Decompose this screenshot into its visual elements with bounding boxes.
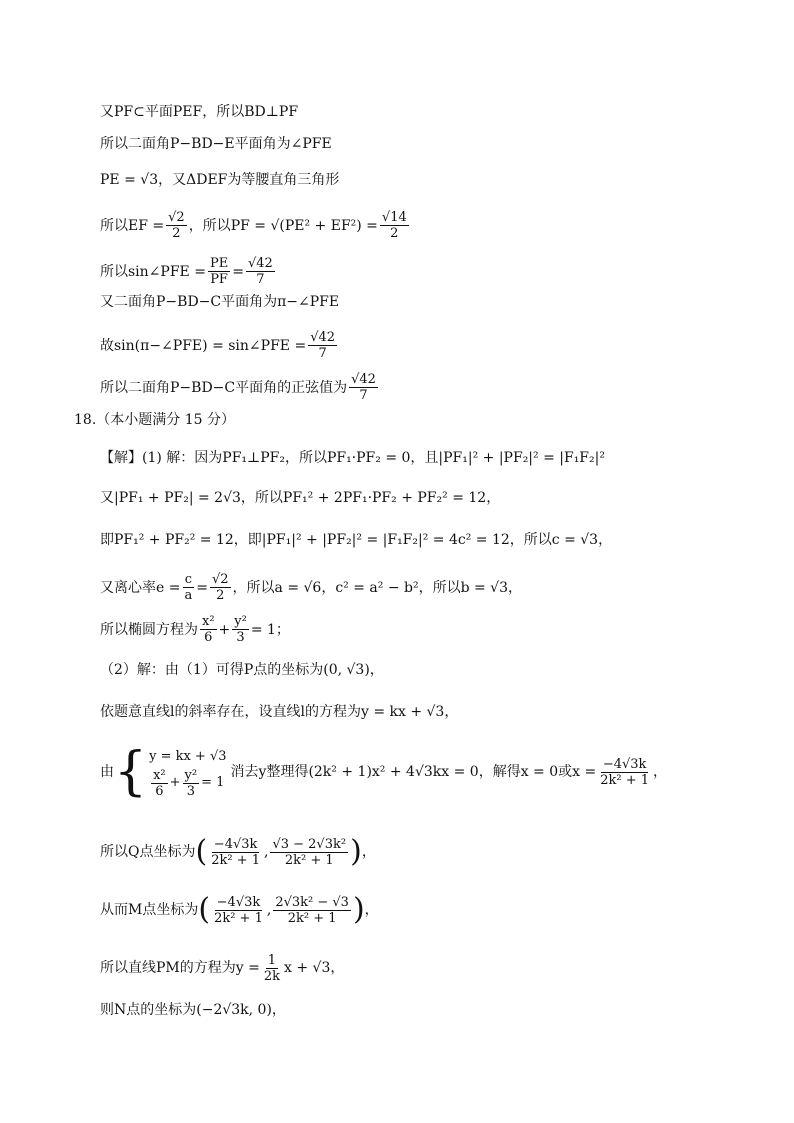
text-line: 又离心率e = $\frac{c}{a}$ = $\frac{√2}{2}$ ，所以a = √6，c² = a² − b²，所以b = √3， (100, 572, 523, 603)
expression: 所以直线PM的方程为y = (100, 960, 260, 976)
fraction: $\frac{\text{2√3k² − √3}}{\text{2k² + 1}}$ (275, 894, 349, 926)
expression: PF = √(PE² + EF²) = (230, 217, 378, 234)
text-line: 又|PF₁ + PF₂| = 2√3，所以PF₁² + 2PF₁·PF₂ + PF₂² = 12， (100, 490, 501, 506)
expression: x + √3， (284, 960, 345, 976)
expression: PE = √3 (100, 172, 159, 188)
fraction: $\frac{c}{a}$ (184, 572, 193, 603)
fraction: $\frac{-4√3k}{\text{2k² + 1}}$ (211, 836, 260, 868)
text-line: 即PF₁² + PF₂² = 12，即|PF₁|² + |PF₂|² = |F₁F₂|² = 4c² = 12，所以c = √3， (100, 532, 613, 548)
text-line (100, 950, 344, 986)
text-line (100, 210, 411, 241)
fraction: $\frac{PE}{PF}$ (209, 256, 229, 287)
fraction: $\frac{√14}{2}$ (381, 210, 407, 241)
fraction: $\frac{-4√3k}{\text{2k² + 1}}$ (600, 756, 650, 788)
text-line: （2）解：由（1）可得P点的坐标为(0, √3)， (100, 662, 384, 678)
text-line: 从而M点坐标为 ( $\frac{-4√3k}{\text{2k² + 1}}$ , $\frac{\text{2√3k² − √3}}{\text{2k² + 1}}$ ) ， (100, 892, 379, 927)
text-line: 【解】(1) 解：因为PF₁⊥PF₂，所以PF₁·PF₂ = 0，且|PF₁|² + |PF₂|² = |F₁F₂|² (100, 450, 605, 466)
text: 由 (100, 764, 114, 780)
fraction: $\frac{√2}{2}$ (168, 210, 185, 241)
text: 消去y整理得(2k² + 1)x² + 4√3kx = 0，解得x = 0或x = (230, 764, 597, 780)
question-number: 18.（本小题满分 15 分） (74, 412, 235, 428)
text: 所以 (100, 217, 128, 234)
fraction: $\frac{√42}{7}$ (247, 256, 273, 287)
fraction: $\frac{\text{√3 − 2√3k²}}{\text{2k² + 1}}$ (272, 836, 347, 868)
text: ，又ΔDEF为等腰直角三角形 (158, 172, 340, 188)
text-line: 所以椭圆方程为 $\frac{\text{x²}}{6}$ + $\frac{\text{y²}}{3}$ = 1； (100, 614, 290, 645)
text: 所以椭圆方程为 (100, 621, 198, 638)
text-line: 所以Q点坐标为 ( $\frac{-4√3k}{\text{2k² + 1}}$ , $\frac{\text{√3 − 2√3k²}}{\text{2k² + 1}}$ ) ， (100, 834, 376, 869)
expression: 又离心率e = (100, 579, 181, 596)
fraction: $\frac{\text{x²}}{6}$ (202, 614, 215, 645)
text: = 1； (250, 621, 290, 638)
text: ，所以 (188, 217, 231, 234)
text-line (100, 170, 339, 190)
brace: { (114, 742, 148, 802)
expression: 故sin(π−∠PFE) = sin∠PFE = (100, 337, 307, 354)
text-line: 又二面角P−BD−C平面角为π−∠PFE (100, 294, 340, 310)
text-line (100, 372, 380, 403)
fraction: $\frac{√2}{2}$ (211, 572, 229, 603)
text: ，所以a = √6，c² = a² − b²，所以b = √3， (232, 579, 523, 596)
text: 所以二面角P−BD−C平面角的正弦值为 (100, 379, 348, 396)
fraction: $\frac{\text{y²}}{3}$ (234, 614, 247, 645)
text-line: 由 { y = kx + √3 $\frac{\text{x²}}{6}$ + $\frac{\text{y²}}{3}$ = 1 消去y整理得(2k² + 1)x² + 4√3kx = 0，解得x = 0或x = $\frac{-4√3k}{\text{2k² + 1}}$ ， (100, 742, 668, 802)
text: 所以Q点坐标为 (100, 844, 196, 860)
fraction: $\frac{√42}{7}$ (351, 372, 376, 403)
equation-system: y = kx + √3 $\frac{\text{x²}}{6}$ + $\frac{\text{y²}}{3}$ = 1 (149, 748, 227, 799)
fraction: $\frac{1}{2k}$ (263, 952, 281, 984)
text-line: 所以二面角P−BD−E平面角为∠PFE (100, 136, 332, 152)
text-line (100, 330, 339, 361)
text-line: 依题意直线l的斜率存在，设直线l的方程为y = kx + √3， (100, 704, 459, 720)
expression: 所以sin∠PFE = (100, 263, 206, 280)
text-line: 则N点的坐标为(−2√3k, 0)， (100, 1002, 286, 1018)
expression: EF = (128, 217, 165, 234)
text: 从而M点坐标为 (100, 902, 199, 918)
text-line: 又PF⊂平面PEF，所以BD⊥PF (100, 104, 299, 120)
fraction: $\frac{-4√3k}{\text{2k² + 1}}$ (214, 894, 263, 926)
text-line: 所以sin∠PFE = $\frac{PE}{PF}$ = $\frac{√42}{7}$ (100, 256, 273, 287)
fraction: $\frac{√42}{7}$ (310, 330, 336, 361)
